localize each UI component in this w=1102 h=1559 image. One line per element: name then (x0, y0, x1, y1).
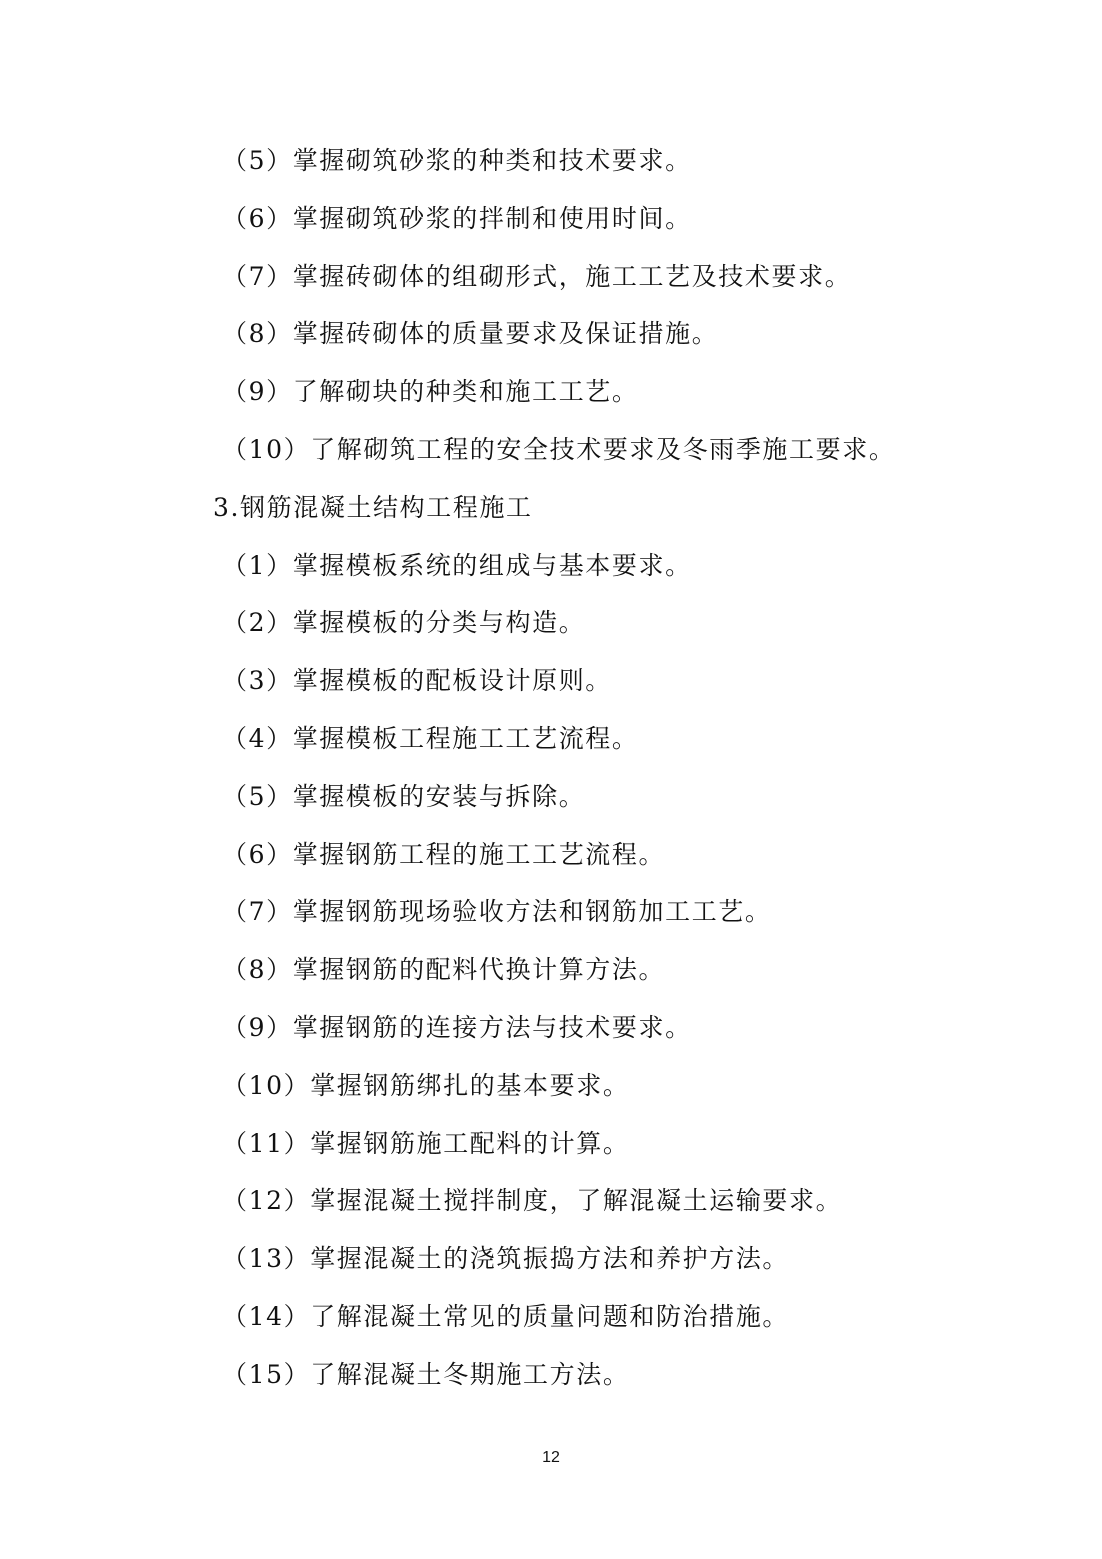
section-heading: 3.钢筋混凝土结构工程施工 (213, 492, 533, 522)
list-item: （7）掌握钢筋现场验收方法和钢筋加工工艺。 (222, 897, 772, 927)
list-item: （8）掌握钢筋的配料代换计算方法。 (222, 955, 666, 985)
list-item: （7）掌握砖砌体的组砌形式，施工工艺及技术要求。 (222, 261, 852, 291)
list-item: （14）了解混凝土常见的质量问题和防治措施。 (222, 1301, 790, 1331)
list-item: （3）掌握模板的配板设计原则。 (222, 666, 612, 696)
list-item: （6）掌握砌筑砂浆的拌制和使用时间。 (222, 203, 692, 233)
list-item: （4）掌握模板工程施工工艺流程。 (222, 723, 639, 753)
list-item: （11）掌握钢筋施工配料的计算。 (222, 1128, 630, 1158)
list-item: （6）掌握钢筋工程的施工工艺流程。 (222, 839, 666, 869)
page-content (0, 138, 1102, 1410)
page-number: 12 (542, 1449, 560, 1466)
list-item: （10）掌握钢筋绑扎的基本要求。 (222, 1070, 630, 1100)
list-item: （9）了解砌块的种类和施工工艺。 (222, 377, 639, 407)
list-item: （15）了解混凝土冬期施工方法。 (222, 1359, 630, 1389)
list-item: （5）掌握模板的安装与拆除。 (222, 781, 586, 811)
list-item: （10）了解砌筑工程的安全技术要求及冬雨季施工要求。 (222, 434, 896, 464)
list-item: （5）掌握砌筑砂浆的种类和技术要求。 (222, 146, 692, 175)
list-item: （1）掌握模板系统的组成与基本要求。 (222, 550, 692, 580)
list-item: （2）掌握模板的分类与构造。 (222, 608, 586, 638)
list-item: （8）掌握砖砌体的质量要求及保证措施。 (222, 319, 719, 349)
list-item: （13）掌握混凝土的浇筑振捣方法和养护方法。 (222, 1244, 790, 1274)
list-item: （9）掌握钢筋的连接方法与技术要求。 (222, 1012, 692, 1042)
list-item: （12）掌握混凝土搅拌制度，了解混凝土运输要求。 (222, 1186, 843, 1216)
